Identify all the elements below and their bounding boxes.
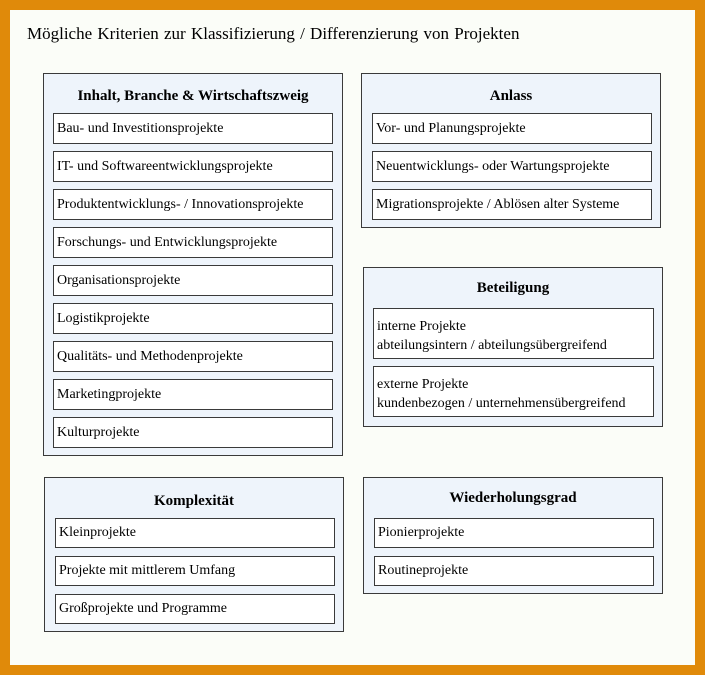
inhalt-item: Organisationsprojekte xyxy=(53,265,333,296)
wiederholung-item: Pionierprojekte xyxy=(374,518,654,548)
inhalt-item: Marketingprojekte xyxy=(53,379,333,410)
beteiligung-item-line2: abteilungsintern / abteilungsübergreifend xyxy=(377,338,607,353)
beteiligung-item-line2: kundenbezogen / unternehmensübergreifend xyxy=(377,396,626,411)
group-anlass-title: Anlass xyxy=(489,88,533,104)
wiederholung-item: Routineprojekte xyxy=(374,556,654,586)
inhalt-item: Qualitäts- und Methodenprojekte xyxy=(53,341,333,372)
group-komplexitaet xyxy=(44,477,344,632)
inhalt-item: Produktentwicklungs- / Innovationsprojekte xyxy=(53,189,333,220)
group-komplexitaet-title: Komplexität xyxy=(154,493,234,509)
anlass-item: Migrationsprojekte / Ablösen alter Systeme xyxy=(372,189,652,220)
komplexitaet-item: Projekte mit mittlerem Umfang xyxy=(55,556,335,586)
group-inhalt-title: Inhalt, Branche & Wirtschaftszweig xyxy=(77,88,309,104)
diagram-canvas xyxy=(10,10,695,665)
beteiligung-item xyxy=(373,366,654,417)
diagram-title: Mögliche Kriterien zur Klassifizierung / Differenzierung von Projekten xyxy=(27,24,520,43)
anlass-item: Neuentwicklungs- oder Wartungsprojekte xyxy=(372,151,652,182)
inhalt-item: IT- und Softwareentwicklungsprojekte xyxy=(53,151,333,182)
group-beteiligung xyxy=(363,267,663,427)
inhalt-item: Kulturprojekte xyxy=(53,417,333,448)
beteiligung-item-line1: interne Projekte xyxy=(377,319,467,334)
komplexitaet-item: Großprojekte und Programme xyxy=(55,594,335,624)
group-wiederholung xyxy=(363,477,663,594)
komplexitaet-item: Kleinprojekte xyxy=(55,518,335,548)
anlass-item: Vor- und Planungsprojekte xyxy=(372,113,652,144)
group-wiederholung-title: Wiederholungsgrad xyxy=(449,490,577,506)
inhalt-item: Logistikprojekte xyxy=(53,303,333,334)
beteiligung-item xyxy=(373,308,654,359)
inhalt-item: Bau- und Investitionsprojekte xyxy=(53,113,333,144)
inhalt-item: Forschungs- und Entwicklungsprojekte xyxy=(53,227,333,258)
beteiligung-item-line1: externe Projekte xyxy=(377,377,469,392)
group-anlass xyxy=(361,73,661,228)
group-inhalt xyxy=(43,73,343,456)
group-beteiligung-title: Beteiligung xyxy=(476,280,550,296)
